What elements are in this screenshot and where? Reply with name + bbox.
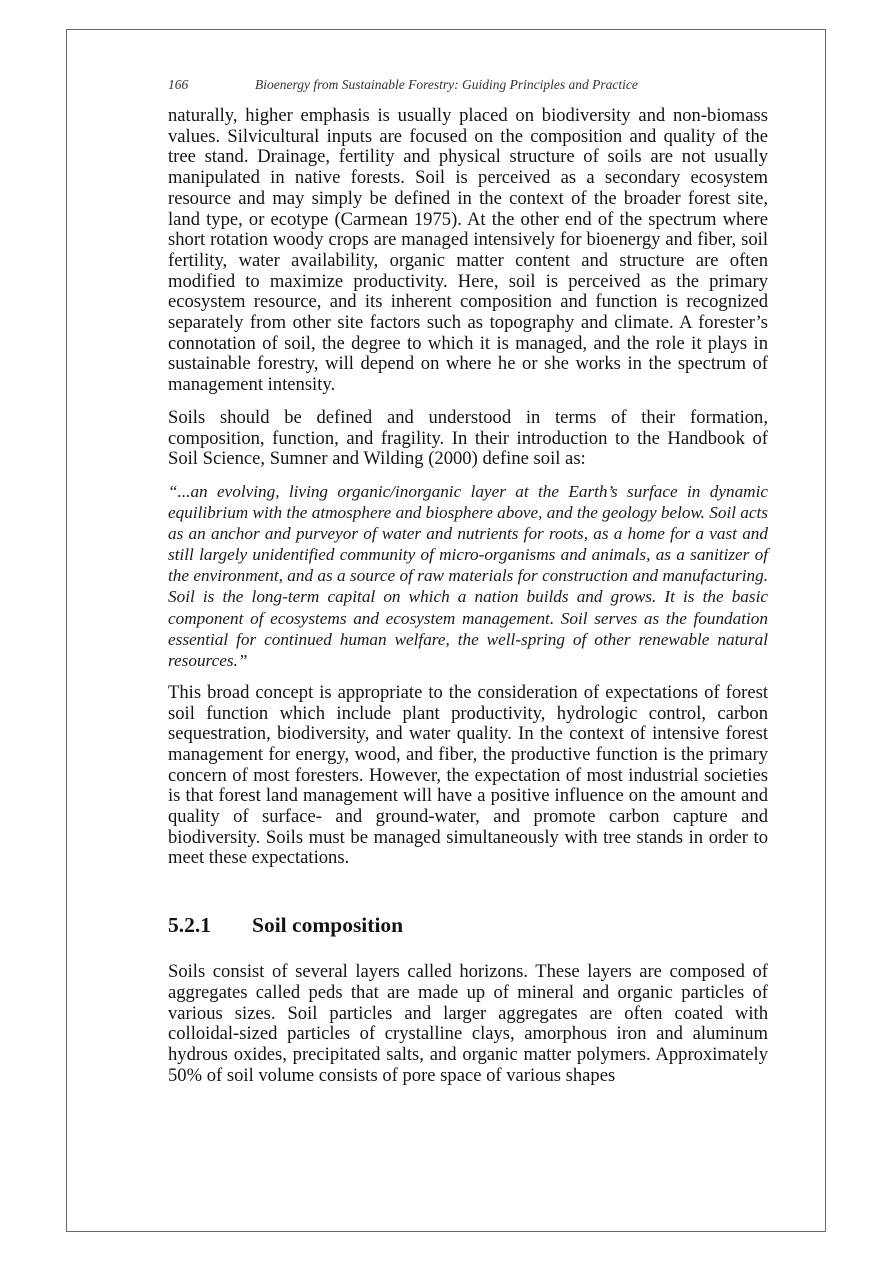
running-header (168, 77, 768, 93)
body-paragraph: Soils should be defined and understood in terms of their formation, composition, function, and fragility. In their introduction to the Handbook of Soil Science, Sumner and Wilding (2000) define soil as: (168, 406, 768, 470)
page-content (168, 106, 768, 1086)
section-heading (168, 912, 768, 938)
section-number: 5.2.1 (168, 913, 211, 938)
page-number: 166 (168, 77, 189, 92)
block-quote: “...an evolving, living organic/inorganic layer at the Earth’s surface in dynamic equilibrium with the atmosphere and biosphere above, and the geology below. Soil acts as an anchor and purveyor of water and nutrients for roots, as a home for a vast and still largely unidentified community of micro-organisms and animals, as a sanitizer of the environment, and as a source of raw materials for construction and manufacturing. Soil is the long-term capital on which a nation builds and grows. It is the basic component of ecosystems and ecosystem management. Soil serves as the foundation essential for continued human welfare, the well-spring of other renewable natural resources.” (168, 481, 768, 670)
body-paragraph: naturally, higher emphasis is usually placed on biodiversity and non-biomass values. Silvicultural inputs are focused on the composition and quality of the tree stand. Drainage, fertility and physical structure of soils are not usually manipulated in native forests. Soil is perceived as a secondary ecosystem resource and may simply be defined in the context of the broader forest site, land type, or ecotype (Carmean 1975). At the other end of the spectrum where short rotation woody crops are managed intensively for bioenergy and fiber, soil fertility, water availability, organic matter content and structure are often modified to maximize productivity. Here, soil is perceived as the primary ecosystem resource, and its inherent composition and function is recognized separately from other site factors such as topography and climate. A forester’s connotation of soil, the degree to which it is managed, and the role it plays in sustainable forestry, will depend on where he or she works in the spectrum of management intensity. (168, 105, 768, 396)
body-paragraph: This broad concept is appropriate to the consideration of expectations of forest soil function which include plant productivity, hydrologic control, carbon sequestration, biodiversity, and water quality. In the context of intensive forest management for energy, wood, and fiber, the productive function is the primary concern of most foresters. However, the expectation of most industrial societies is that forest land management will have a positive influence on the amount and quality of surface- and ground-water, and promote carbon capture and biodiversity. Soils must be managed simultaneously with tree stands in order to meet these expectations. (168, 681, 768, 869)
section-title: Soil composition (252, 913, 404, 938)
running-title: Bioenergy from Sustainable Forestry: Guiding Principles and Practice (255, 77, 638, 92)
body-paragraph: Soils consist of several layers called horizons. These layers are composed of aggregates called peds that are made up of mineral and organic particles of various sizes. Soil particles and larger aggregates are often coated with colloidal-sized particles of crystalline clays, amorphous iron and aluminum hydrous oxides, precipitated salts, and organic matter polymers. Approximately 50% of soil volume consists of pore space of various shapes (168, 961, 768, 1086)
